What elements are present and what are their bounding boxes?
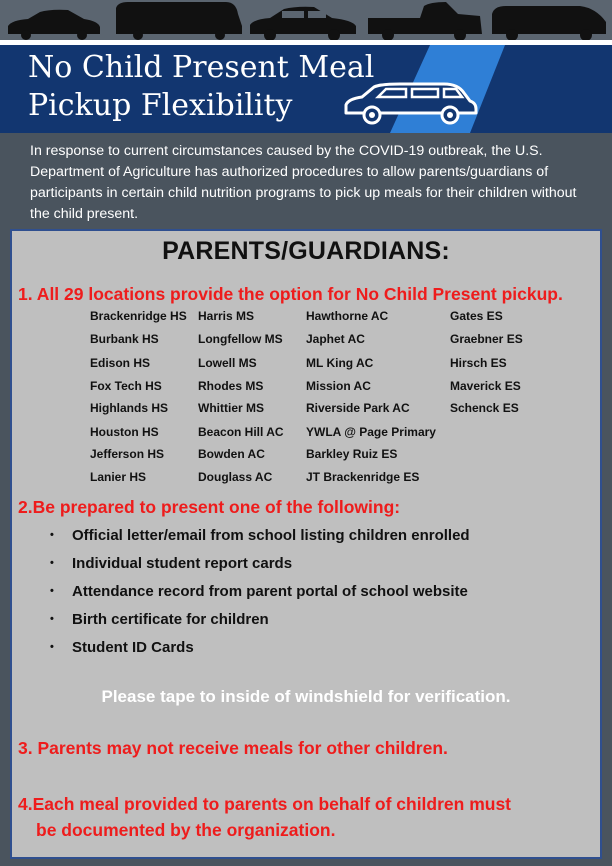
panel-heading: PARENTS/GUARDIANS: [162,237,450,265]
location-item: Maverick ES [450,379,521,393]
location-item: Rhodes MS [198,379,264,393]
location-item: Jefferson HS [90,447,165,461]
rule-1: 1. All 29 locations provide the option for No Child Present pickup. [18,284,563,304]
rule-3: 3. Parents may not receive meals for other children. [18,738,448,758]
location-item: YWLA @ Page Primary [306,425,436,439]
instructions-panel [10,229,602,859]
location-item: Whittier MS [198,401,264,415]
car-silhouette-strip [0,0,612,40]
list-item [50,527,470,544]
document-label: Attendance record from parent portal of school website [72,583,468,600]
list-item [50,639,194,656]
bullet-icon: • [50,529,54,541]
location-item: Japhet AC [306,332,365,346]
car-silhouettes-icon [0,0,612,40]
windshield-note: Please tape to inside of windshield for verification. [101,687,511,706]
location-item: Mission AC [306,379,371,393]
location-item: Barkley Ruiz ES [306,447,398,461]
bullet-icon: • [50,641,54,653]
bullet-icon: • [50,613,54,625]
document-label: Birth certificate for children [72,611,269,628]
location-item: Lowell MS [198,356,257,370]
location-item: Riverside Park AC [306,401,410,415]
title-banner [0,45,612,133]
document-label: Official letter/email from school listing children enrolled [72,527,470,544]
list-item [50,611,269,628]
location-item: Houston HS [90,425,159,439]
location-item: Highlands HS [90,401,169,415]
list-item [50,583,468,600]
bullet-icon: • [50,585,54,597]
document-label: Individual student report cards [72,555,293,572]
location-item: Edison HS [90,356,151,370]
document-label: Student ID Cards [72,639,194,656]
location-item: Burbank HS [90,332,159,346]
location-item: Bowden AC [198,447,265,461]
location-item: Beacon Hill AC [198,425,284,439]
intro-paragraph: In response to current circumstances caused by the COVID-19 outbreak, the U.S. Department of Agriculture has authorized procedures to allow parents/guardians of participants in certain child nutrition programs to pick up meals for their children without the child present. [0,133,612,225]
car-outline-icon [340,81,480,127]
location-item: JT Brackenridge ES [306,470,420,484]
title-line-1: No Child Present Meal [28,50,375,85]
location-item: Fox Tech HS [90,379,162,393]
location-item: Longfellow MS [198,332,283,346]
location-item: Brackenridge HS [90,309,187,323]
location-item: Hawthorne AC [306,309,389,323]
location-item: Graebner ES [450,332,523,346]
rule-4-line-1: 4.Each meal provided to parents on behalf of children must [18,794,512,814]
location-item: Harris MS [198,309,255,323]
location-item: Schenck ES [450,401,519,415]
location-item: Gates ES [450,309,503,323]
list-item [50,555,292,572]
rule-4-line-2: be documented by the organization. [36,820,336,840]
bullet-icon: • [50,557,54,569]
rule-2: 2.Be prepared to present one of the following: [18,497,401,517]
title-line-2: Pickup Flexibility [28,88,293,123]
location-item: Hirsch ES [450,356,507,370]
location-item: Lanier HS [90,470,147,484]
location-item: ML King AC [306,356,374,370]
location-item: Douglass AC [198,470,273,484]
